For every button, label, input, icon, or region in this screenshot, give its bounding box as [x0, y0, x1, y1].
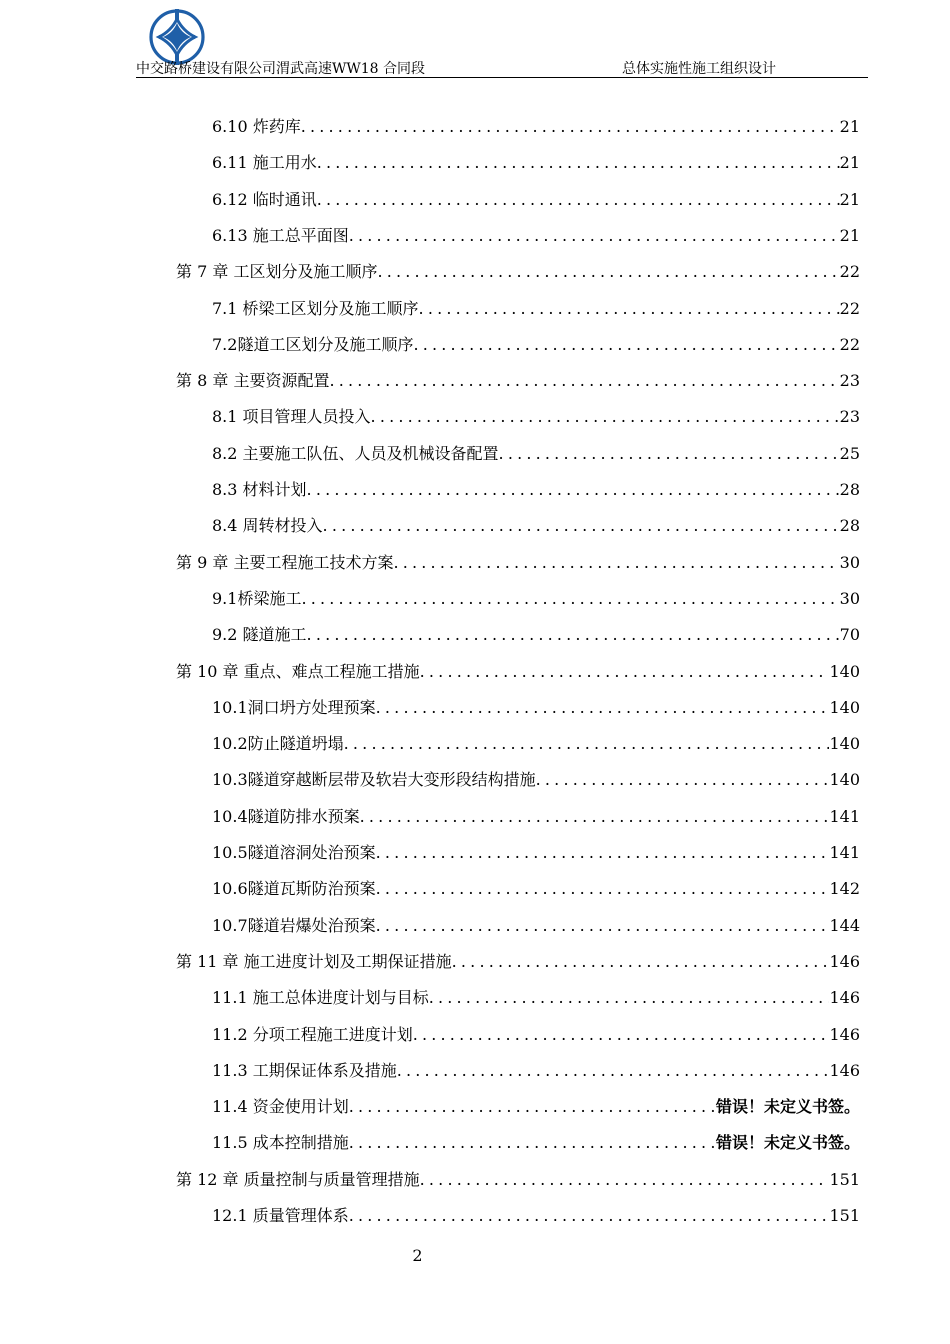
toc-entry[interactable]	[176, 366, 860, 396]
toc-entry-page: 142	[829, 879, 860, 899]
toc-entry-title: 6.11 施工用水	[212, 153, 317, 173]
toc-entry-title: 11.1 施工总体进度计划与目标	[212, 988, 429, 1008]
toc-entry-page: 23	[839, 371, 860, 391]
toc-entry-page: 140	[829, 661, 860, 681]
toc-leader-dots	[344, 729, 830, 759]
toc-entry-page: 21	[839, 225, 860, 245]
toc-entry-page: 25	[839, 443, 860, 463]
header-divider	[136, 77, 868, 78]
toc-entry-title: 第 11 章 施工进度计划及工期保证措施	[176, 951, 452, 971]
toc-entry-title: 11.5 成本控制措施	[212, 1133, 349, 1153]
toc-leader-dots	[377, 257, 839, 287]
toc-entry-page: 22	[839, 334, 860, 354]
toc-entry-page: 22	[839, 298, 860, 318]
toc-leader-dots	[397, 1056, 830, 1086]
toc-entry[interactable]	[212, 112, 860, 142]
toc-entry[interactable]	[176, 947, 860, 977]
toc-entry-page: 146	[829, 1024, 860, 1044]
toc-entry-title: 11.2 分项工程施工进度计划	[212, 1024, 413, 1044]
toc-entry-title: 7.2隧道工区划分及施工顺序	[212, 334, 414, 354]
toc-entry-title: 10.5隧道溶洞处治预案	[212, 843, 376, 862]
toc-entry[interactable]	[212, 221, 860, 251]
toc-entry-title: 10.4隧道防排水预案	[212, 806, 360, 826]
toc-entry[interactable]	[212, 1020, 860, 1050]
toc-leader-dots	[317, 185, 840, 215]
toc-entry[interactable]	[212, 802, 860, 832]
toc-entry[interactable]	[212, 983, 860, 1013]
toc-entry-title: 11.3 工期保证体系及措施	[212, 1060, 397, 1080]
toc-leader-dots	[317, 148, 840, 178]
toc-leader-dots	[413, 1020, 830, 1050]
toc-entry[interactable]	[176, 1165, 860, 1195]
toc-entry-page: 30	[839, 552, 860, 572]
toc-entry[interactable]	[212, 1092, 860, 1122]
toc-leader-dots	[360, 802, 830, 832]
toc-entry-title: 12.1 质量管理体系	[212, 1206, 349, 1225]
toc-entry[interactable]	[212, 1128, 860, 1158]
toc-entry-title: 11.4 资金使用计划	[212, 1097, 349, 1117]
toc-entry-page: 140	[829, 697, 860, 717]
toc-entry-title: 10.6隧道瓦斯防治预案	[212, 879, 376, 899]
toc-entry-page: 146	[829, 1060, 860, 1080]
toc-entry-title: 10.2防止隧道坍塌	[212, 734, 344, 754]
toc-leader-dots	[349, 221, 840, 251]
toc-entry[interactable]	[212, 620, 860, 650]
toc-entry-title: 6.13 施工总平面图	[212, 225, 349, 245]
toc-leader-dots	[393, 548, 839, 578]
toc-entry[interactable]	[212, 729, 860, 759]
toc-entry-title: 8.4 周转材投入	[212, 516, 323, 536]
toc-entry[interactable]	[212, 874, 860, 904]
toc-leader-dots	[420, 1165, 830, 1195]
toc-entry[interactable]	[212, 911, 860, 941]
toc-entry-page: 140	[829, 770, 860, 790]
toc-leader-dots	[349, 1092, 716, 1122]
header-doc-title: 总体实施性施工组织设计	[622, 61, 776, 77]
toc-entry-page: 23	[839, 407, 860, 427]
toc-leader-dots	[376, 838, 830, 868]
toc-entry-page: 28	[839, 516, 860, 536]
toc-entry-title: 10.3隧道穿越断层带及软岩大变形段结构措施	[212, 770, 536, 790]
toc-leader-dots	[349, 1128, 716, 1158]
toc-entry-page: 22	[839, 262, 860, 282]
toc-entry[interactable]	[176, 548, 860, 578]
toc-leader-dots	[429, 983, 830, 1013]
toc-entry-title: 第 9 章 主要工程施工技术方案	[176, 552, 394, 572]
page-number: 2	[412, 1246, 423, 1265]
toc-entry-page: 144	[829, 915, 860, 935]
toc-entry-error: 错误！未定义书签。	[715, 1133, 860, 1153]
toc-entry-title: 6.10 炸药库	[212, 117, 301, 136]
toc-entry-error: 错误！未定义书签。	[715, 1097, 860, 1117]
toc-entry[interactable]	[212, 330, 860, 360]
toc-leader-dots	[419, 294, 840, 324]
toc-leader-dots	[413, 330, 839, 360]
toc-leader-dots	[301, 112, 840, 142]
toc-leader-dots	[307, 475, 840, 505]
toc-entry-title: 第 10 章 重点、难点工程施工措施	[176, 661, 420, 681]
toc-entry-page: 140	[829, 734, 860, 754]
toc-entry[interactable]	[212, 511, 860, 541]
toc-entry[interactable]	[212, 584, 860, 614]
toc-entry-title: 10.7隧道岩爆处治预案	[212, 915, 376, 935]
toc-entry-title: 第 8 章 主要资源配置	[176, 371, 330, 391]
toc-entry[interactable]	[176, 257, 860, 287]
toc-entry-page: 146	[829, 951, 860, 971]
toc-leader-dots	[323, 511, 840, 541]
toc-entry-page: 146	[829, 988, 860, 1008]
toc-entry[interactable]	[212, 765, 860, 795]
toc-leader-dots	[376, 911, 830, 941]
toc-entry[interactable]	[212, 148, 860, 178]
toc-entry-page: 141	[829, 843, 860, 862]
toc-entry[interactable]	[212, 1201, 860, 1231]
toc-leader-dots	[371, 402, 840, 432]
toc-entry-title: 9.1桥梁施工	[212, 588, 302, 608]
toc-entry[interactable]	[212, 1056, 860, 1086]
toc-entry[interactable]	[212, 439, 860, 469]
toc-leader-dots	[349, 1201, 830, 1231]
toc-entry[interactable]	[212, 475, 860, 505]
toc-leader-dots	[536, 765, 830, 795]
toc-entry-title: 6.12 临时通讯	[212, 189, 317, 209]
toc-entry-page: 30	[839, 588, 860, 608]
toc-entry-title: 9.2 隧道施工	[212, 625, 307, 645]
toc-leader-dots	[420, 657, 830, 687]
header-company: 中交路桥建设有限公司渭武高速WW18 合同段	[136, 61, 426, 77]
toc-entry-title: 第 12 章 质量控制与质量管理措施	[176, 1169, 420, 1189]
toc-leader-dots	[329, 366, 839, 396]
toc-entry-page: 21	[839, 189, 860, 209]
toc-entry-page: 21	[839, 153, 860, 173]
toc-leader-dots	[499, 439, 840, 469]
toc-entry[interactable]	[212, 838, 860, 868]
toc-entry-title: 7.1 桥梁工区划分及施工顺序	[212, 298, 419, 318]
toc-entry-page: 151	[829, 1206, 860, 1225]
toc-entry-title: 10.1洞口坍方处理预案	[212, 697, 376, 717]
toc-leader-dots	[301, 584, 839, 614]
toc-entry-title: 第 7 章 工区划分及施工顺序	[176, 262, 378, 282]
toc-entry-page: 21	[839, 117, 860, 136]
toc-entry[interactable]	[212, 294, 860, 324]
toc-entry-page: 141	[829, 806, 860, 826]
toc-entry-page: 151	[829, 1169, 860, 1189]
toc-leader-dots	[376, 874, 830, 904]
toc-entry[interactable]	[212, 402, 860, 432]
toc-entry-title: 8.2 主要施工队伍、人员及机械设备配置	[212, 443, 499, 463]
toc-entry-page: 70	[839, 625, 860, 645]
toc-entry-title: 8.3 材料计划	[212, 480, 307, 499]
toc-entry-page: 28	[839, 480, 860, 499]
toc-entry[interactable]	[176, 657, 860, 687]
toc-entry[interactable]	[212, 185, 860, 215]
toc-leader-dots	[307, 620, 840, 650]
toc-entry-title: 8.1 项目管理人员投入	[212, 407, 371, 427]
toc-leader-dots	[452, 947, 830, 977]
toc-entry[interactable]	[212, 693, 860, 723]
toc-leader-dots	[376, 693, 830, 723]
